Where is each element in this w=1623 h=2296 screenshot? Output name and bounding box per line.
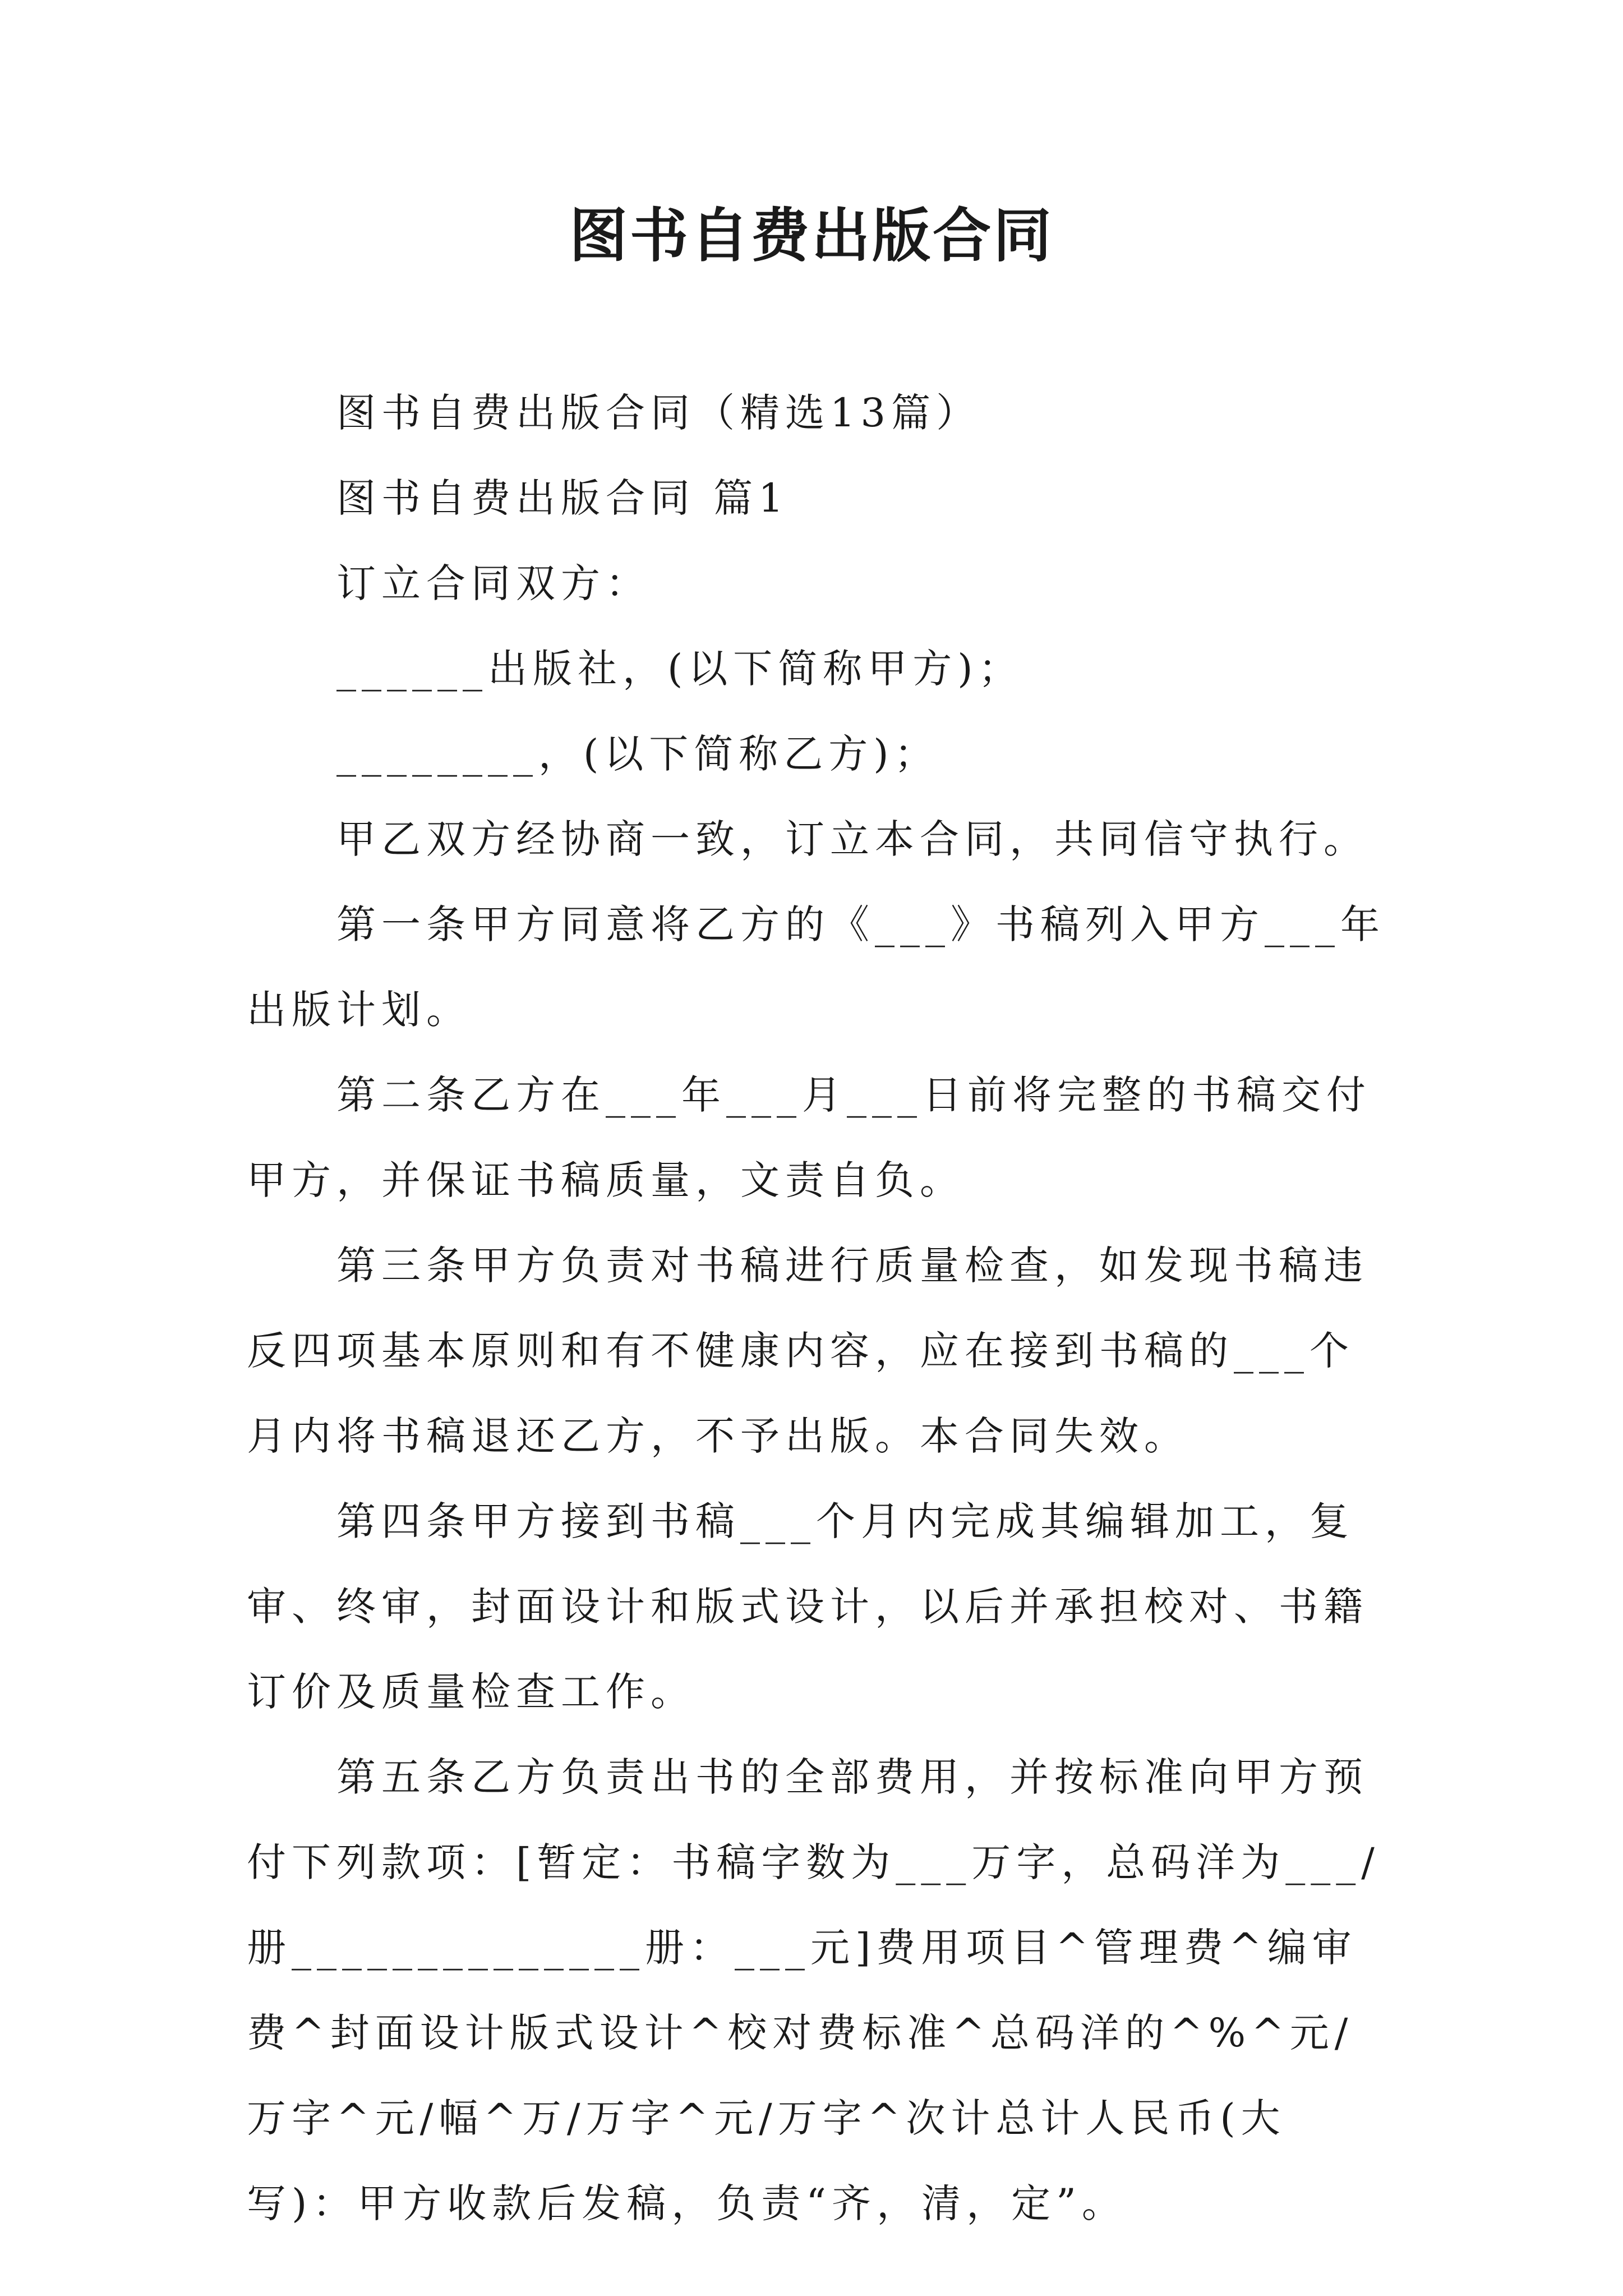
paragraph-parties-intro: 订立合同双方： [336,560,651,606]
paragraph-agreement: 甲乙双方经协商一致，订立本合同，共同信守执行。 [336,816,1368,862]
paragraph-party-a: ______出版社，(以下简称甲方)； [336,646,1023,692]
paragraph-article-3: 第三条甲方负责对书稿进行质量检查，如发现书稿违反四项基本原则和有不健康内容，应在接到书稿的___个月内将书稿退还乙方，不予出版。本合同失效。 [247,1243,1368,1459]
document-title: 图书自费出版合同 [569,201,1054,270]
paragraph-article-1: 第一条甲方同意将乙方的《___》书稿列入甲方___年出版计划。 [247,901,1385,1033]
paragraph-article-4: 第四条甲方接到书稿___个月内完成其编辑加工，复审、终审，封面设计和版式设计，以后并承担校对、书籍订价及质量检查工作。 [247,1498,1368,1715]
paragraph-subtitle: 图书自费出版合同（精选13篇） [336,390,981,436]
document-body [247,370,1385,2246]
paragraph-article-5: 第五条乙方负责出书的全部费用，并按标准向甲方预付下列款项：[暂定：书稿字数为___万字，总码洋为___/册______________册：___元]费用项目^管理费^编审费^封面设计版式设计^校对费标准^总码洋的^%^元/万字^元/幅^万/万字^元/万字^次计总计人民币(大写)：甲方收款后发稿，负责“齐，清，定”。 [247,1754,1380,2226]
paragraph-section-heading: 图书自费出版合同 篇1 [336,475,789,521]
paragraph-article-2: 第二条乙方在___年___月___日前将完整的书稿交付甲方，并保证书稿质量，文责自负。 [247,1072,1371,1203]
paragraph-party-b: ________，(以下简称乙方)； [336,731,939,777]
